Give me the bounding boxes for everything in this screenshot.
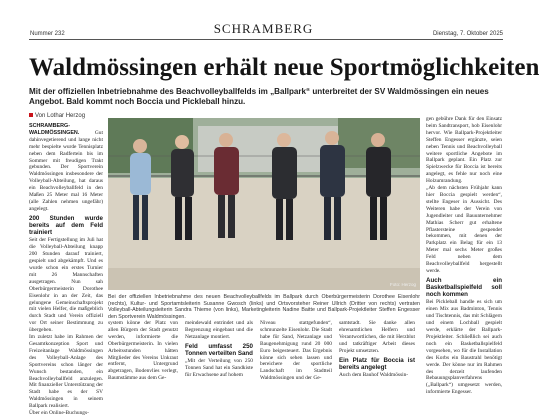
article-column-3 <box>185 320 253 392</box>
article-lead: Mit der offiziellen Inbetriebnahme des Beachvolleyballfelds im „Ballpark“ unterbreitet der SV Waldmössingen ein neues Angebot. Bald kommt noch Boccia und Pickleball hinzu. <box>29 87 489 106</box>
column-1-paragraph-2: Seit der Fertigstellung im Juli hat die Volleyball-Abteilung knapp 200 Stunden darauf trainiert, gespielt und abgekämpft. Und es wurde schon ein erstes Turnier mit 26 Mannschaften ausgetragen. Nun sah Oberbürgermeisterin Dorothee Eisenlohr in an der Zeit, das gelungene Gemeinschaftsprojekt mit vielen Helfer, die maßgeblich durch Stadt und Verein offiziell vor Ort seiner Bestimmung zu übergeben. <box>29 237 103 334</box>
column-5-text-b: Auch dem Bauhof Waldmössin- <box>339 371 409 378</box>
column-1-paragraph-4: Über ein Online-Buchungs- <box>29 410 89 417</box>
article-column-right <box>426 116 502 398</box>
photo-credit: Foto: Herzog <box>389 282 416 287</box>
column-3-text-b: „Mit der Verteilung von 250 Tonnen Sand hat ein Sandkiste für Erwachsene auf hohem <box>185 358 253 378</box>
article-column-1 <box>29 123 103 417</box>
right-column-subheading: Auch ein Basketballspielfeld soll noch kommen <box>426 276 502 299</box>
column-3-subheading: Feld umfasst 250 Tonnen verteilten Sand <box>185 342 253 357</box>
column-4-text: Niveau stattgefunden“, schmunzelte Eisenlohr. Die Stadt habe für Sand, Netzanlage und Baugenehmigung rund 20 000 Euro beigesteuert. Das Ergebnis könne sich sehen lassen und bereichere der sportliche Landschaft im Stadtteil Waldmössingen und der Ge- <box>260 320 332 382</box>
article-author <box>29 113 85 119</box>
article-column-2 <box>108 320 178 392</box>
dateline: SCHRAMBERG-WALDMÖSSINGEN. <box>29 123 80 136</box>
author-marker-icon <box>29 113 33 117</box>
column-2-text: system könne der Platz von allen Bürgern der Stadt genutzt werden, informierte die Oberbürgermeisterin. In vielen Arbeitsstunden hätten Mitglieder des Vereins Unkraut entfernt, Untergrund abgetragen, Bodenvlies verlegt, Baumstämme aus dem Ge- <box>108 320 178 382</box>
right-column-paragraph-2: „Ab dem nächsten Frühjahr kann hier Boccia gespielt werden“, stellte Engeser in Aussicht. Des Weiteren habe der Verein von Jugendleiter und Bauunternehmer Mathias Scherr gut erhaltene Pflastersteine gespendet bekommen, mit denen der Parkplatz ein Belag für ein 13 Meter mal sechs Meter großes Feld neben dem Beachvolleyballfeld hergestellt werde. <box>426 185 502 274</box>
section-title: SCHRAMBERG <box>213 21 314 36</box>
issue-date: Dienstag, 7. Oktober 2025 <box>432 31 503 37</box>
right-column-paragraph-3: Bei Pickleball handle es sich um einen Mix aus Badminton, Tennis und Tischtennis, das mit Schlägern und einem Lochball gespielt werde, erklärte der Ballpark-Projektleiter. Schließlich sei auch noch ein Basketballspielfeld vorgesehen, wo für die Installation des Korbs ein Baustrahl benötigt werde. Der könne nur im Rahmen des derzeit laufenden Bebauungsplanverfahrens („Ballpark“) umgesetzt werden, informierte Engesser. <box>426 299 502 396</box>
article-headline: Waldmössingen erhält neue Sportmöglichkeiten <box>29 54 539 81</box>
column-5-subheading: Ein Platz für Boccia ist bereits angelegt <box>339 356 415 371</box>
column-1-subheading: 200 Stunden wurde bereits auf dem Feld trainiert <box>29 214 103 237</box>
article-photo <box>108 118 420 290</box>
article-column-5 <box>339 320 415 392</box>
photo-caption: Bei der offiziellen Inbetriebnahme des neuen Beachvolleyballfelds im Ballpark durch Oberbürgermeisterin Dorothee Eisenlohr (rechts), Kultur- und Sportamtsleiterin Susanne Gwosch (links) und Ortsvorsteher Reiner Ullrich (Dritter von rechts) vertraten Volleyball-Abteilungsleiterin Sandra Thieme (von links), Marketingleiterin Nadine Baitte und Ballpark-Projektleiter Steffen Engesser den Sportverein Waldmössingen. <box>108 294 420 320</box>
right-column-paragraph-1: gen gebühre Dank für den Einsatz beim Sandtransport, hob Eisenlohr hervor. Wie Ballpark-Projektleiter Steffen Engesser ergänzte, seien neben Tennis und Beachvolleyball weitere sportliche Angebote im Ballpark geplant. Ein Platz zur Spielzwecke für Boccia ist bereits angelegt, es fehle nur noch eine Holzumrandung. <box>426 116 502 185</box>
article-column-4 <box>260 320 332 392</box>
column-5-text-a: samtstadt. Sie danke allen ehrenamtlichen Helfern und Verantwortlichen, die mit Herzblut und tatkräftiger Arbeit dieses Projekt umsetzten. <box>339 320 415 354</box>
author-name: Von Lothar Herzog <box>35 113 86 119</box>
header-rule <box>29 39 503 40</box>
issue-number: Nummer 232 <box>30 31 65 37</box>
column-1-paragraph-3: Im zuletzt habe im Rahmen der Gesamtkonzeption Sport und Freizeitanlage Waldmössingen des Volleyball-Anlage des Sportvereins schon länger der Wunsch bestanden, ein Beachvolleyballfeld anzulegen. Mit finanzieller Unterstützung der Stadt habe es der SV Waldmössingen in seinem Ballpark realisiert. <box>29 334 103 410</box>
column-3-text-a: meindewald entrindet und als Begrenzung eingebaut und die Netzanlage montiert. <box>185 320 253 340</box>
column-1-intro: Gut dahinvegetierend und lange nicht mehr bespielte wurde Tennisplatz neben dem Radfertein bis im Sommer mit freudigen Trakt gebunden. Der Sportverein Waldmössingen insbesondere der Volleyball-Abteilung, hat daraus ein Beachvolleyballfeld in den Maßen 25 Meter mal 16 Meter (alle Zahlen nehmen ungefähr) angelegt. <box>29 129 103 212</box>
